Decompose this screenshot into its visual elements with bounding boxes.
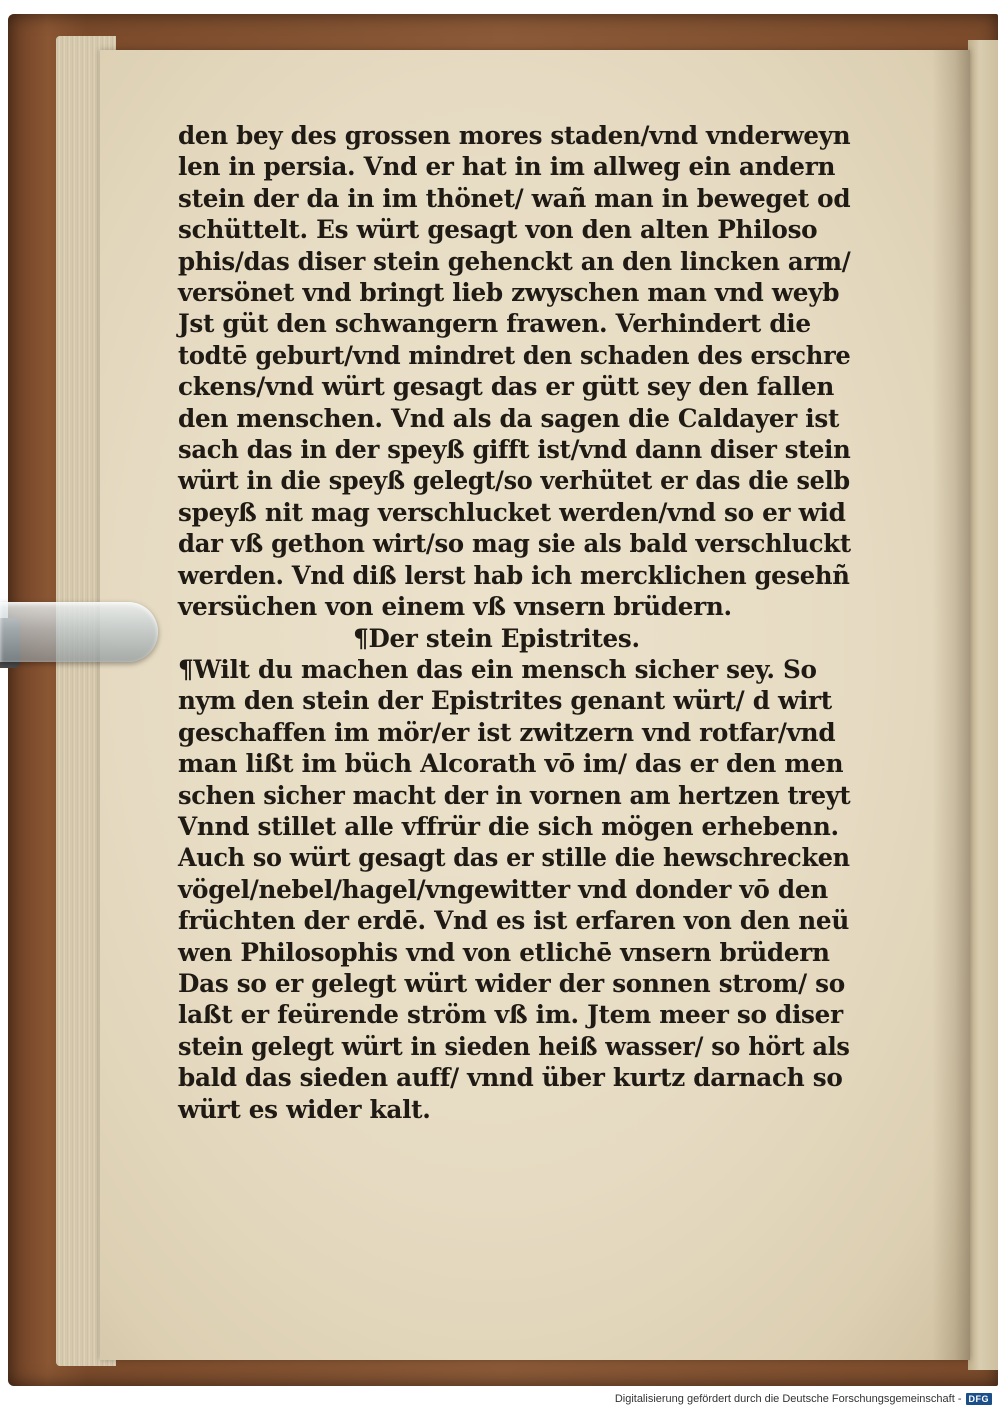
text-line: stein gelegt würt in sieden heiß wasser/ so hört als [178,1031,850,1061]
text-line: speyß nit mag verschlucket werden/vnd so er wid [178,497,846,527]
text-line: ckens/vnd würt gesagt das er gütt sey den fallen [178,372,835,402]
text-line: Auch so würt gesagt das er stille die hewschrecken [178,843,850,873]
text-block [178,120,858,1125]
text-line: früchten der erdē. Vnd es ist erfaren von den neü [178,906,849,936]
page-holder-clip [0,602,158,662]
text-line: sach das in der speyß gifft ist/vnd dann diser stein [178,435,851,465]
text-line: schüttelt. Es würt gesagt von den alten Philoso [178,215,818,245]
text-line: werden. Vnd diß lerst hab ich mercklichen gesehñ [178,560,850,590]
text-line: man lißt im büch Alcorath vō im/ das er den men [178,749,844,779]
dfg-logo[interactable]: DFG [966,1393,993,1405]
text-line: laßt er feürende ström vß im. Jtem meer so diser [178,1000,843,1030]
text-line: den bey des grossen mores staden/vnd vnderweyn [178,121,851,150]
text-line: vögel/nebel/hagel/vngewitter vnd donder vō den [178,874,828,904]
text-line: nym den stein der Epistrites genant würt/ d wirt [178,686,832,716]
text-line: den menschen. Vnd als da sagen die Caldayer ist [178,403,840,433]
text-line: würt in die speyß gelegt/so verhütet er das die selb [178,466,850,496]
text-line: bald das sieden auff/ vnnd über kurtz darnach so [178,1063,843,1093]
section-heading: ¶Der stein Epistrites. [353,623,640,653]
footer-attribution [615,1393,992,1405]
text-line: geschaffen im mör/er ist zwitzern vnd rotfar/vnd [178,717,836,747]
text-line: Vnnd stillet alle vffrür die sich mögen erhebenn. [178,811,839,841]
text-line: ¶Wilt du machen das ein mensch sicher sey. So [178,654,817,684]
text-line: Jst güt den schwangern frawen. Verhindert die [178,309,811,339]
footer-text: Digitalisierung gefördert durch die Deutsche Forschungsgemeinschaft - [614,1393,962,1405]
text-line: dar vß gethon wirt/so mag sie als bald verschluckt [178,529,851,559]
text-line: würt es wider kalt. [178,1094,431,1124]
text-line: versüchen von einem vß vnsern brüdern. [178,592,732,622]
text-line: schen sicher macht der in vornen am hertzen treyt [178,780,851,810]
text-line: todtē geburt/vnd mindret den schaden des erschre [178,340,851,370]
text-line: wen Philosophis vnd von etlichē vnsern brüdern [178,937,830,967]
text-line: versönet vnd bringt lieb zwyschen man vnd weyb [178,278,840,308]
page-gutter-shadow [932,50,970,1360]
text-line: len in persia. Vnd er hat in im allweg ein andern [178,152,836,182]
next-leaf [968,40,998,1370]
text-line: stein der da in im thönet/ wañ man in beweget od [178,183,851,213]
text-line: phis/das diser stein gehenckt an den lincken arm/ [178,246,851,276]
text-line: Das so er gelegt würt wider der sonnen strom/ so [178,968,845,998]
